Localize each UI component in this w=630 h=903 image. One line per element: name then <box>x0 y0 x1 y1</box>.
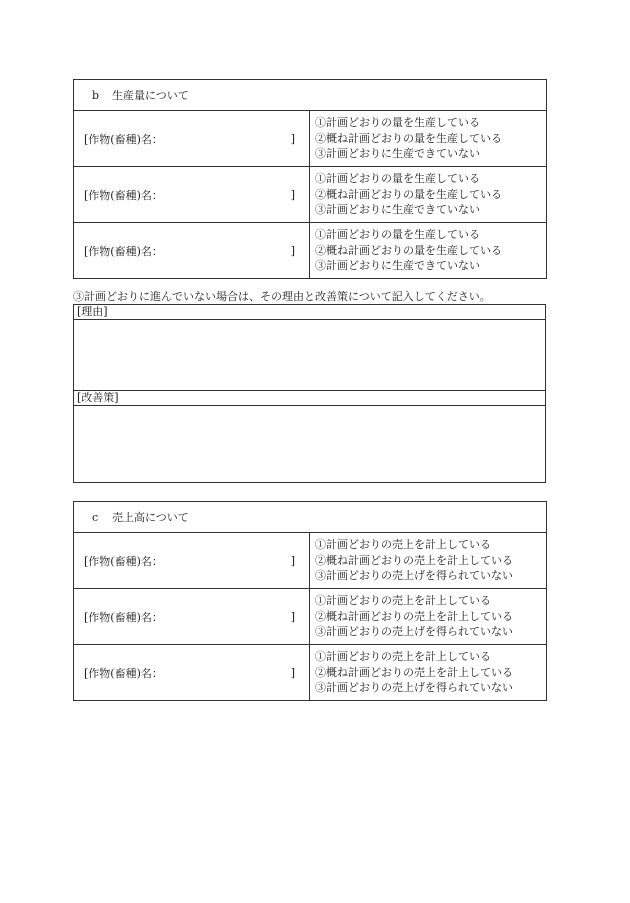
improvement-label: [改善策] <box>74 391 546 406</box>
status-options <box>310 167 547 223</box>
option-item[interactable]: ①計画どおりの売上を計上している <box>315 594 491 608</box>
reason-label: [理由] <box>74 305 546 320</box>
option-item[interactable]: ①計画どおりの売上を計上している <box>315 650 491 664</box>
option-item[interactable]: ③計画どおりの売上げを得られていない <box>315 681 513 695</box>
bracket-close: ] <box>290 188 295 201</box>
instruction-note: ③計画どおりに進んでいない場合は、その理由と改善策について記入してください。 <box>73 290 491 303</box>
option-item[interactable]: ①計画どおりの売上を計上している <box>315 538 491 552</box>
production-volume-table <box>73 79 547 279</box>
option-item[interactable]: ②概ね計画どおりの量を生産している <box>315 187 502 201</box>
crop-name-label: [作物(畜種)名： <box>84 244 163 258</box>
section-letter: c <box>92 511 99 524</box>
crop-name-label: [作物(畜種)名： <box>84 666 163 680</box>
bracket-close: ] <box>290 554 295 567</box>
status-options <box>310 645 547 701</box>
bracket-close: ] <box>290 666 295 679</box>
section-title: 売上高について <box>112 511 189 524</box>
table-row <box>74 589 547 645</box>
crop-name-field[interactable] <box>74 111 310 167</box>
option-item[interactable]: ①計画どおりの量を生産している <box>315 172 480 186</box>
table-row <box>74 223 547 279</box>
crop-name-field[interactable] <box>74 645 310 701</box>
crop-name-field[interactable] <box>74 589 310 645</box>
crop-name-field[interactable] <box>74 223 310 279</box>
option-item[interactable]: ③計画どおりに生産できていない <box>315 259 480 273</box>
table-row <box>74 645 547 701</box>
section-title: 生産量について <box>112 89 189 102</box>
option-item[interactable]: ③計画どおりに生産できていない <box>315 203 480 217</box>
crop-name-field[interactable] <box>74 533 310 589</box>
table-row <box>74 533 547 589</box>
option-item[interactable]: ②概ね計画どおりの売上を計上している <box>315 553 513 567</box>
crop-name-label: [作物(畜種)名： <box>84 132 163 146</box>
option-item[interactable]: ①計画どおりの量を生産している <box>315 116 480 130</box>
option-item[interactable]: ①計画どおりの量を生産している <box>315 228 480 242</box>
option-item[interactable]: ②概ね計画どおりの売上を計上している <box>315 609 513 623</box>
option-item[interactable]: ③計画どおりの売上げを得られていない <box>315 569 513 583</box>
status-options <box>310 223 547 279</box>
crop-name-label: [作物(畜種)名： <box>84 610 163 624</box>
crop-name-label: [作物(畜種)名： <box>84 554 163 568</box>
sales-section-header <box>74 502 547 533</box>
bracket-close: ] <box>290 244 295 257</box>
option-item[interactable]: ③計画どおりに生産できていない <box>315 147 480 161</box>
status-options <box>310 533 547 589</box>
crop-name-label: [作物(畜種)名： <box>84 188 163 202</box>
bracket-close: ] <box>290 132 295 145</box>
crop-name-field[interactable] <box>74 167 310 223</box>
improvement-textarea[interactable] <box>74 406 546 483</box>
table-row <box>74 111 547 167</box>
section-letter: b <box>92 89 100 102</box>
option-item[interactable]: ③計画どおりの売上げを得られていない <box>315 625 513 639</box>
option-item[interactable]: ②概ね計画どおりの量を生産している <box>315 131 502 145</box>
bracket-close: ] <box>290 610 295 623</box>
table-row <box>74 167 547 223</box>
reason-textarea[interactable] <box>74 320 546 391</box>
option-item[interactable]: ②概ね計画どおりの量を生産している <box>315 243 502 257</box>
status-options <box>310 111 547 167</box>
reason-improvement-table <box>73 304 546 483</box>
status-options <box>310 589 547 645</box>
production-section-header <box>74 80 547 111</box>
sales-table <box>73 501 547 701</box>
option-item[interactable]: ②概ね計画どおりの売上を計上している <box>315 665 513 679</box>
